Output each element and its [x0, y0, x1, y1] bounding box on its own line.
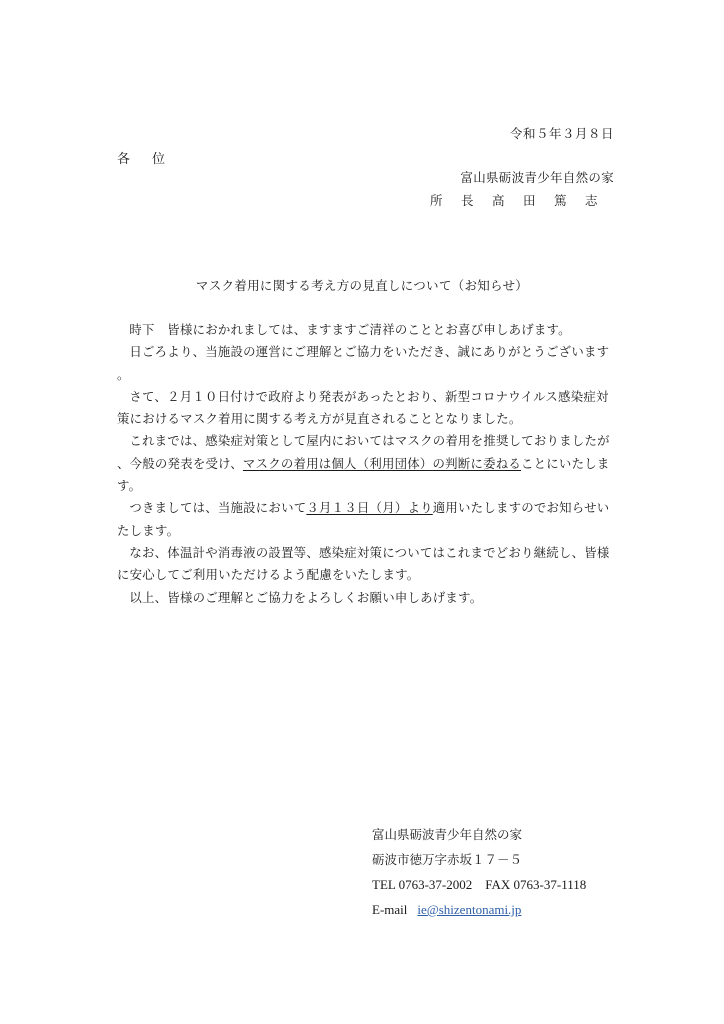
issue-date: 令和５年３月８日: [509, 126, 614, 141]
effective-date-underlined: ３月１３日（月）より: [306, 500, 433, 516]
paragraph-announcement: さて、２月１０日付けで政府より発表があったとおり、新型コロナウイルス感染症対策におけるマスク着用に関する考え方が見直されることとなりました。: [117, 388, 609, 427]
paragraph-thanks: 日ごろより、当施設の運営にご理解とご協力をいただき、誠にありがとうございます。: [117, 344, 610, 382]
document-title: マスク着用に関する考え方の見直しについて（お知らせ）: [195, 278, 529, 293]
paragraph-policy: [117, 430, 617, 497]
policy-text-start: これまでは、感染症対策として屋内においてはマスクの着用を推奨しておりましたが、今般の発表を受け、: [117, 433, 610, 471]
paragraph-measures: なお、体温計や消毒液の設置等、感染症対策についてはこれまでどおり継続し、皆様に安心してご利用いただけるよう配慮をいたします。: [117, 544, 610, 583]
email-label: E-mail: [372, 902, 408, 917]
paragraph-effective-date: [117, 497, 617, 542]
addressee: 各位: [117, 152, 188, 167]
sender-organization: 富山県砺波青少年自然の家: [460, 170, 614, 185]
effective-text-start: つきましては、当施設において: [129, 500, 307, 516]
sender-director: 所長高田篤志: [429, 193, 616, 208]
policy-text-end: ことにいたします。: [117, 455, 610, 494]
paragraph-closing: 以上、皆様のご理解とご協力をよろしくお願い申しあげます。: [129, 589, 483, 605]
contact-organization: 富山県砺波青少年自然の家: [372, 827, 523, 842]
contact-address: 砺波市徳万字赤坂１７－５: [372, 852, 523, 867]
contact-block: [372, 822, 586, 922]
contact-phone-fax: TEL 0763-37-2002 FAX 0763-37-1118: [372, 877, 587, 892]
paragraph-greeting: 時下 皆様におかれましては、ますますご清祥のこととお喜び申しあげます。: [129, 322, 571, 337]
policy-underlined: マスクの着用は個人（利用団体）の判断に委ねる: [242, 455, 522, 471]
effective-text-end: 適用いたしますのでお知らせいたします。: [117, 500, 610, 538]
document-body: [117, 319, 617, 609]
contact-email-row: [372, 897, 586, 922]
email-link[interactable]: ie@shizentonami.jp: [417, 902, 522, 917]
